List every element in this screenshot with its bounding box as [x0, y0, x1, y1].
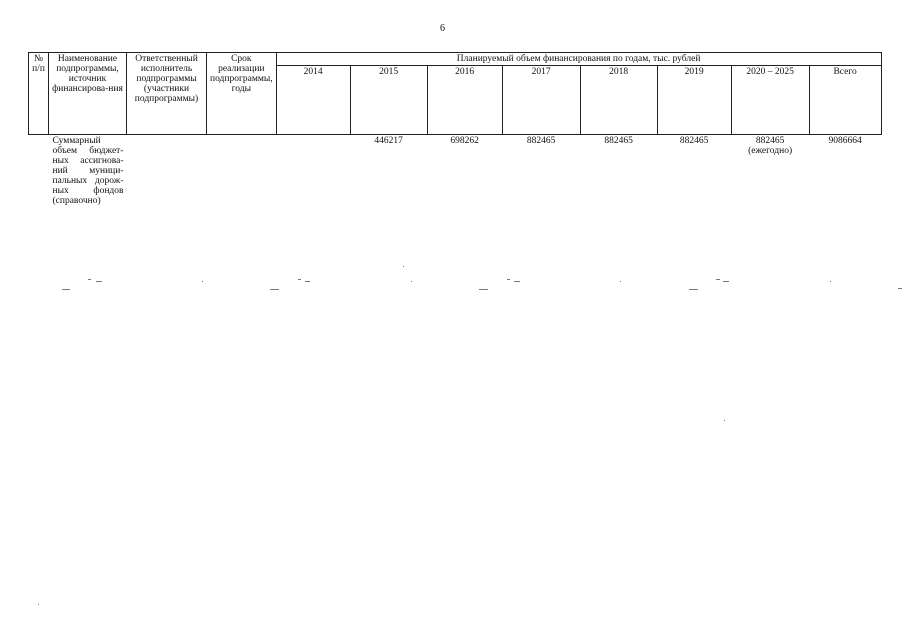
- cell-2018: 882465: [604, 136, 633, 146]
- header-year-2017: 2017: [502, 66, 580, 135]
- header-year-2020-2025: 2020 – 2025: [731, 66, 809, 135]
- cell-total: 9086664: [828, 136, 862, 146]
- cell-2015: 446217: [374, 136, 403, 146]
- cell-2017: 882465: [526, 136, 556, 146]
- header-executor: Ответственный исполнитель подпрограммы (участники подпрограммы): [127, 53, 207, 135]
- header-year-2019: 2019: [657, 66, 731, 135]
- row-name: Суммарный объем бюджет-ных ассигнова-ний муници-пальных дорож-ных фондов (справочно): [52, 136, 124, 206]
- header-num: № п/п: [29, 53, 49, 135]
- header-year-2018: 2018: [580, 66, 657, 135]
- header-year-2016: 2016: [427, 66, 502, 135]
- header-year-2014: 2014: [276, 66, 350, 135]
- header-name: Наименование подпрограммы, источник финансирова-ния: [49, 53, 127, 135]
- page-number: 6: [440, 23, 445, 34]
- cell-2020-2025-note: (ежегодно): [748, 146, 793, 156]
- cell-2020-2025-value: 882465: [755, 136, 785, 146]
- header-year-2015: 2015: [350, 66, 427, 135]
- cell-2016: 698262: [450, 136, 479, 146]
- header-term: Срок реализации подпрограммы, годы: [207, 53, 277, 135]
- cell-2019: 882465: [679, 136, 709, 146]
- header-total: Всего: [809, 66, 881, 135]
- header-planned-financing: Планируемый объем финансирования по годам, тыс. рублей: [276, 53, 881, 66]
